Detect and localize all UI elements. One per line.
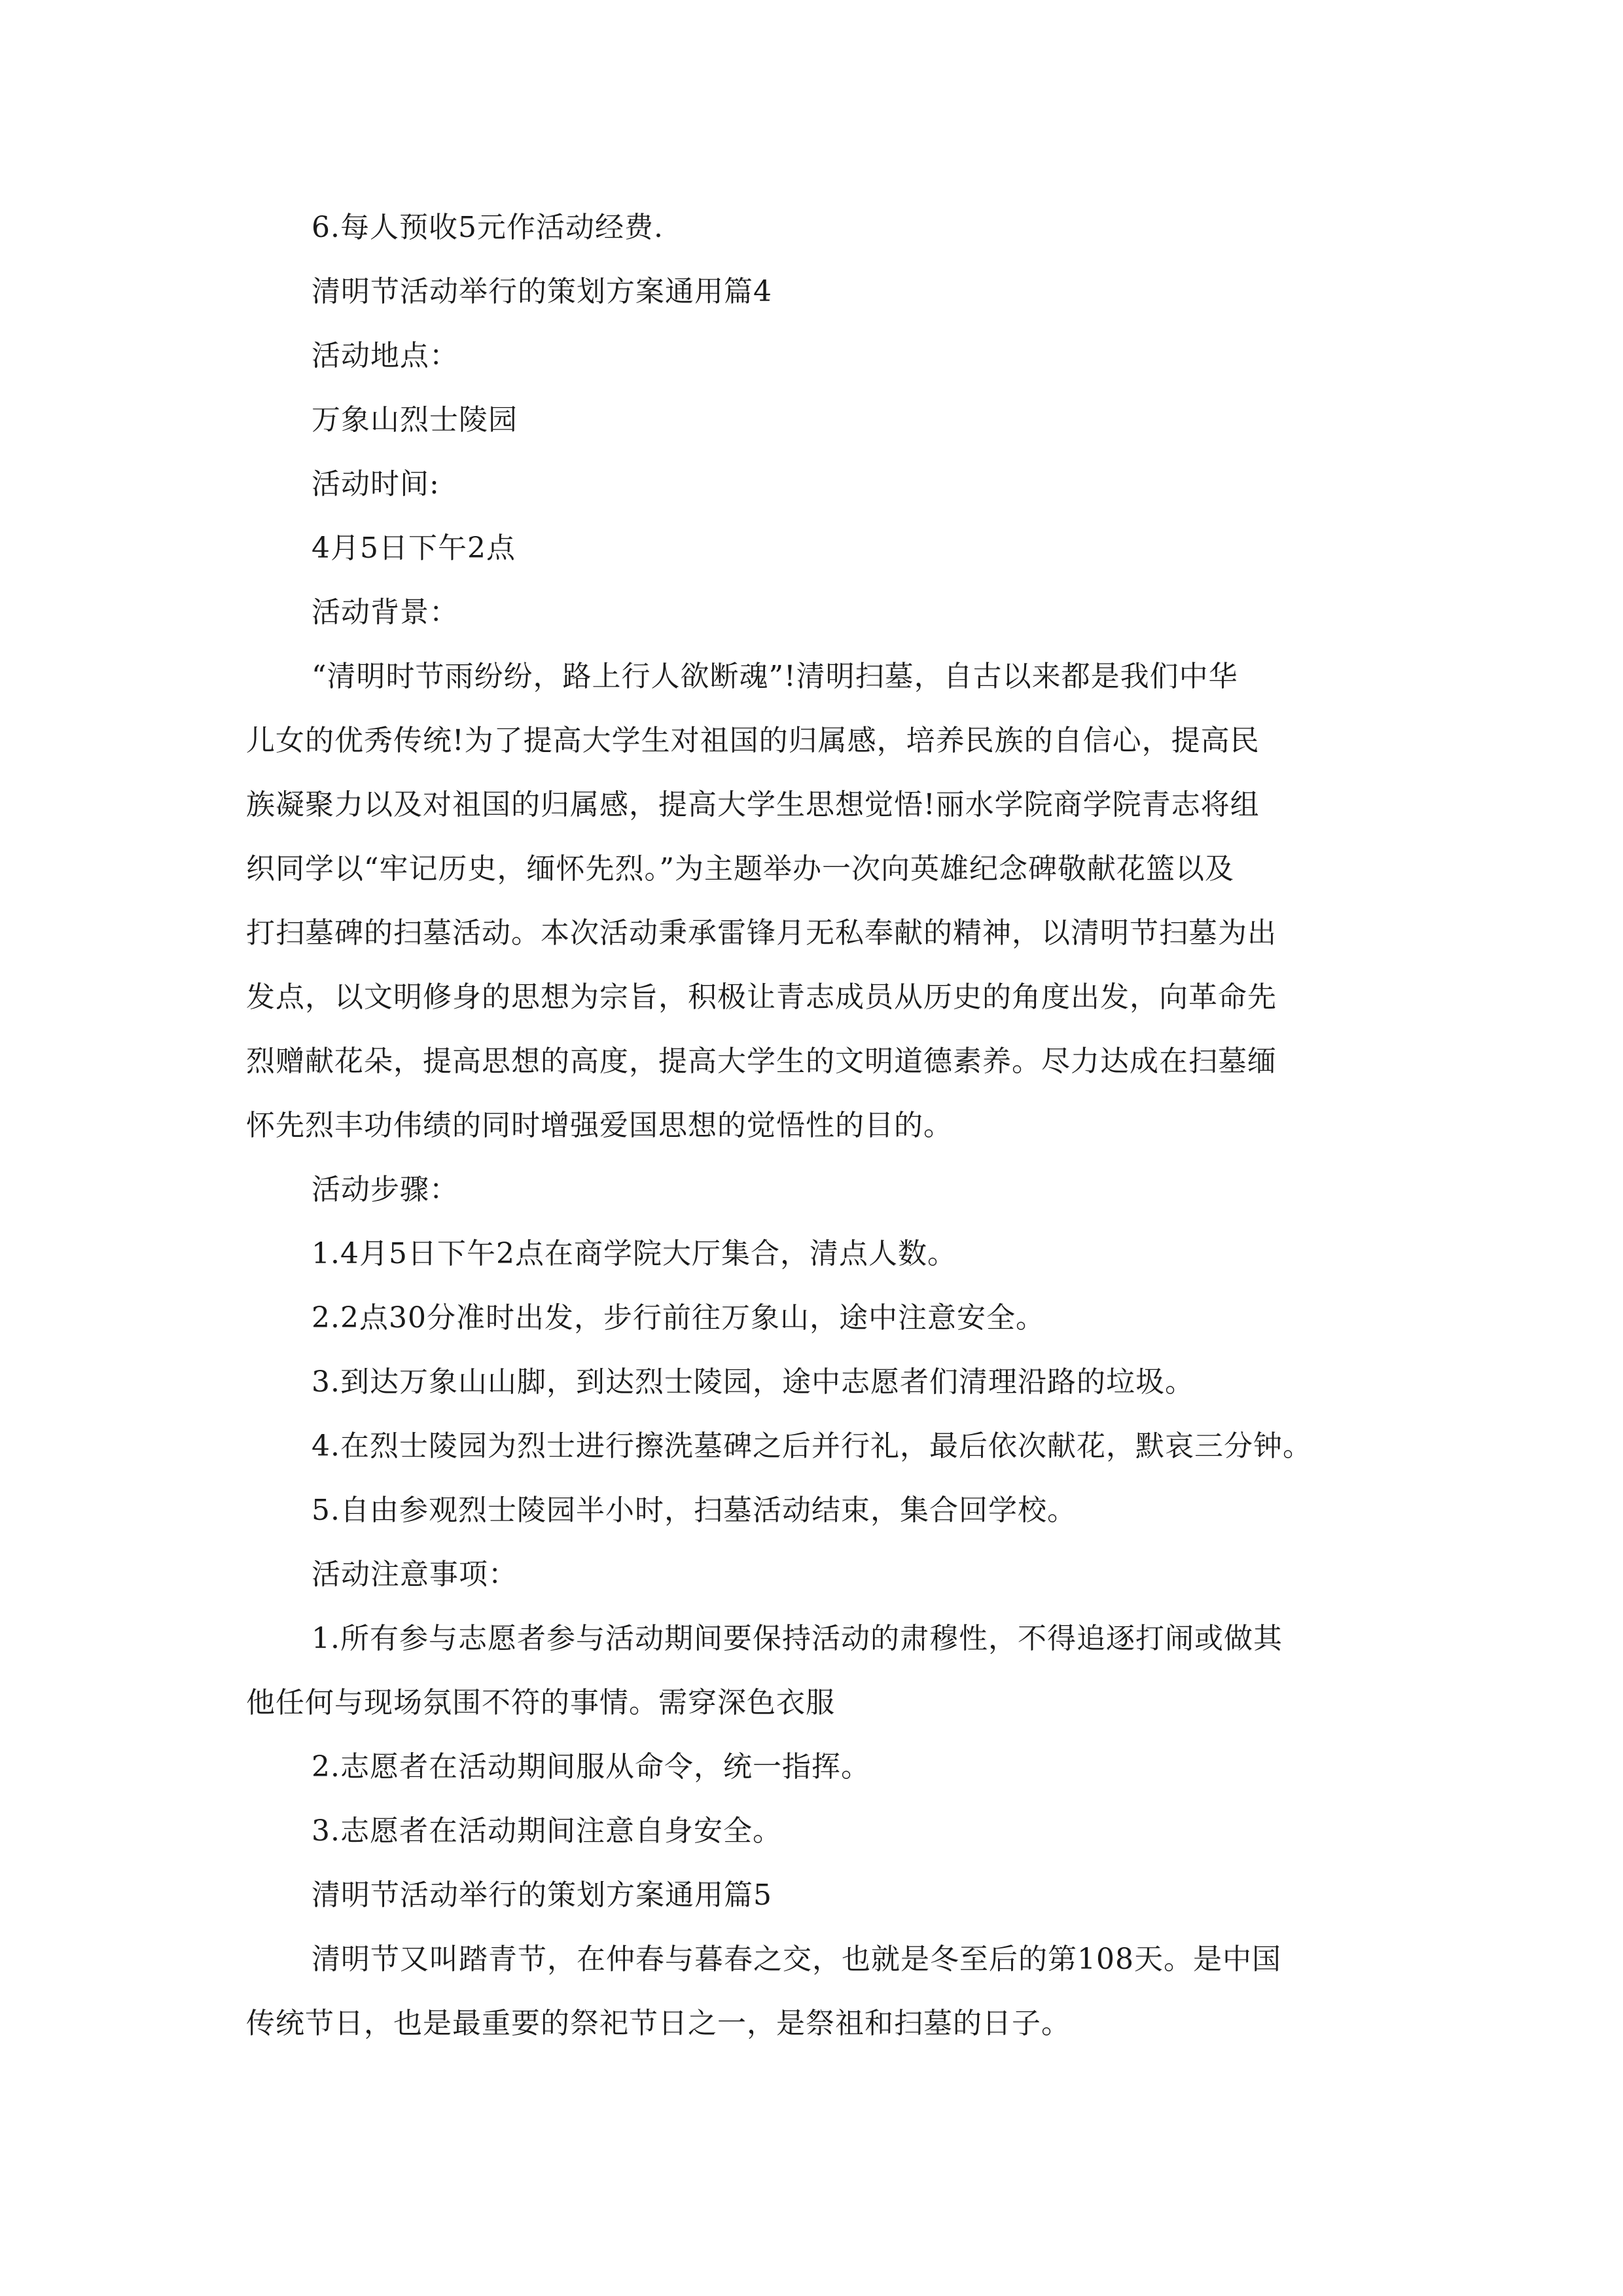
note-item: 2.志愿者在活动期间服从命令，统一指挥。 [312, 1750, 870, 1784]
background-paragraph-line: 烈赠献花朵，提高思想的高度，提高大学生的文明道德素养。尽力达成在扫墓缅 [246, 1045, 1277, 1078]
background-paragraph-line: 儿女的优秀传统!为了提高大学生对祖国的归属感，培养民族的自信心，提高民 [246, 724, 1260, 757]
text-line-notes-label: 活动注意事项： [312, 1558, 518, 1591]
background-paragraph-line: 打扫墓碑的扫墓活动。本次活动秉承雷锋月无私奉献的精神，以清明节扫墓为出 [246, 916, 1277, 950]
note-item: 3.志愿者在活动期间注意自身安全。 [312, 1814, 782, 1848]
text-line-time: 4月5日下午2点 [312, 531, 516, 565]
note-item: 1.所有参与志愿者参与活动期间要保持活动的肃穆性，不得追逐打闹或做其 [312, 1622, 1283, 1655]
step-item: 4.在烈士陵园为烈士进行擦洗墓碑之后并行礼，最后依次献花，默哀三分钟。 [312, 1429, 1312, 1463]
step-item: 5.自由参观烈士陵园半小时，扫墓活动结束，集合回学校。 [312, 1494, 1077, 1527]
step-item: 1.4月5日下午2点在商学院大厅集合，清点人数。 [312, 1237, 957, 1270]
background-paragraph-line: 族凝聚力以及对祖国的归属感，提高大学生思想觉悟!丽水学院商学院青志将组 [246, 788, 1260, 821]
background-paragraph-line: 怀先烈丰功伟绩的同时增强爱国思想的觉悟性的目的。 [246, 1109, 953, 1142]
text-line-location-label: 活动地点： [312, 339, 459, 372]
note-item-continuation: 他任何与现场氛围不符的事情。需穿深色衣服 [246, 1686, 835, 1719]
text-line-background-label: 活动背景： [312, 596, 459, 629]
text-line-steps-label: 活动步骤： [312, 1173, 459, 1206]
section-heading-5: 清明节活动举行的策划方案通用篇5 [312, 1878, 772, 1912]
section-heading-4: 清明节活动举行的策划方案通用篇4 [312, 275, 772, 308]
background-paragraph-line: 发点，以文明修身的思想为宗旨，积极让青志成员从历史的角度出发，向革命先 [246, 980, 1277, 1014]
background-paragraph-line: 织同学以“牢记历史，缅怀先烈。”为主题举办一次向英雄纪念碑敬献花篮以及 [246, 852, 1234, 886]
intro-paragraph-line: 清明节又叫踏青节，在仲春与暮春之交，也就是冬至后的第108天。是中国 [312, 1943, 1281, 1976]
step-item: 2.2点30分准时出发，步行前往万象山，途中注意安全。 [312, 1301, 1045, 1335]
background-paragraph-line: “清明时节雨纷纷，路上行人欲断魂”!清明扫墓，自古以来都是我们中华 [312, 660, 1238, 693]
step-item: 3.到达万象山山脚，到达烈士陵园，途中志愿者们清理沿路的垃圾。 [312, 1365, 1194, 1399]
text-line-time-label: 活动时间: [312, 467, 440, 501]
text-line-location: 万象山烈士陵园 [312, 403, 518, 437]
intro-paragraph-line: 传统节日，也是最重要的祭祀节日之一，是祭祖和扫墓的日子。 [246, 2007, 1071, 2040]
text-line-expense: 6.每人预收5元作活动经费. [312, 211, 664, 244]
